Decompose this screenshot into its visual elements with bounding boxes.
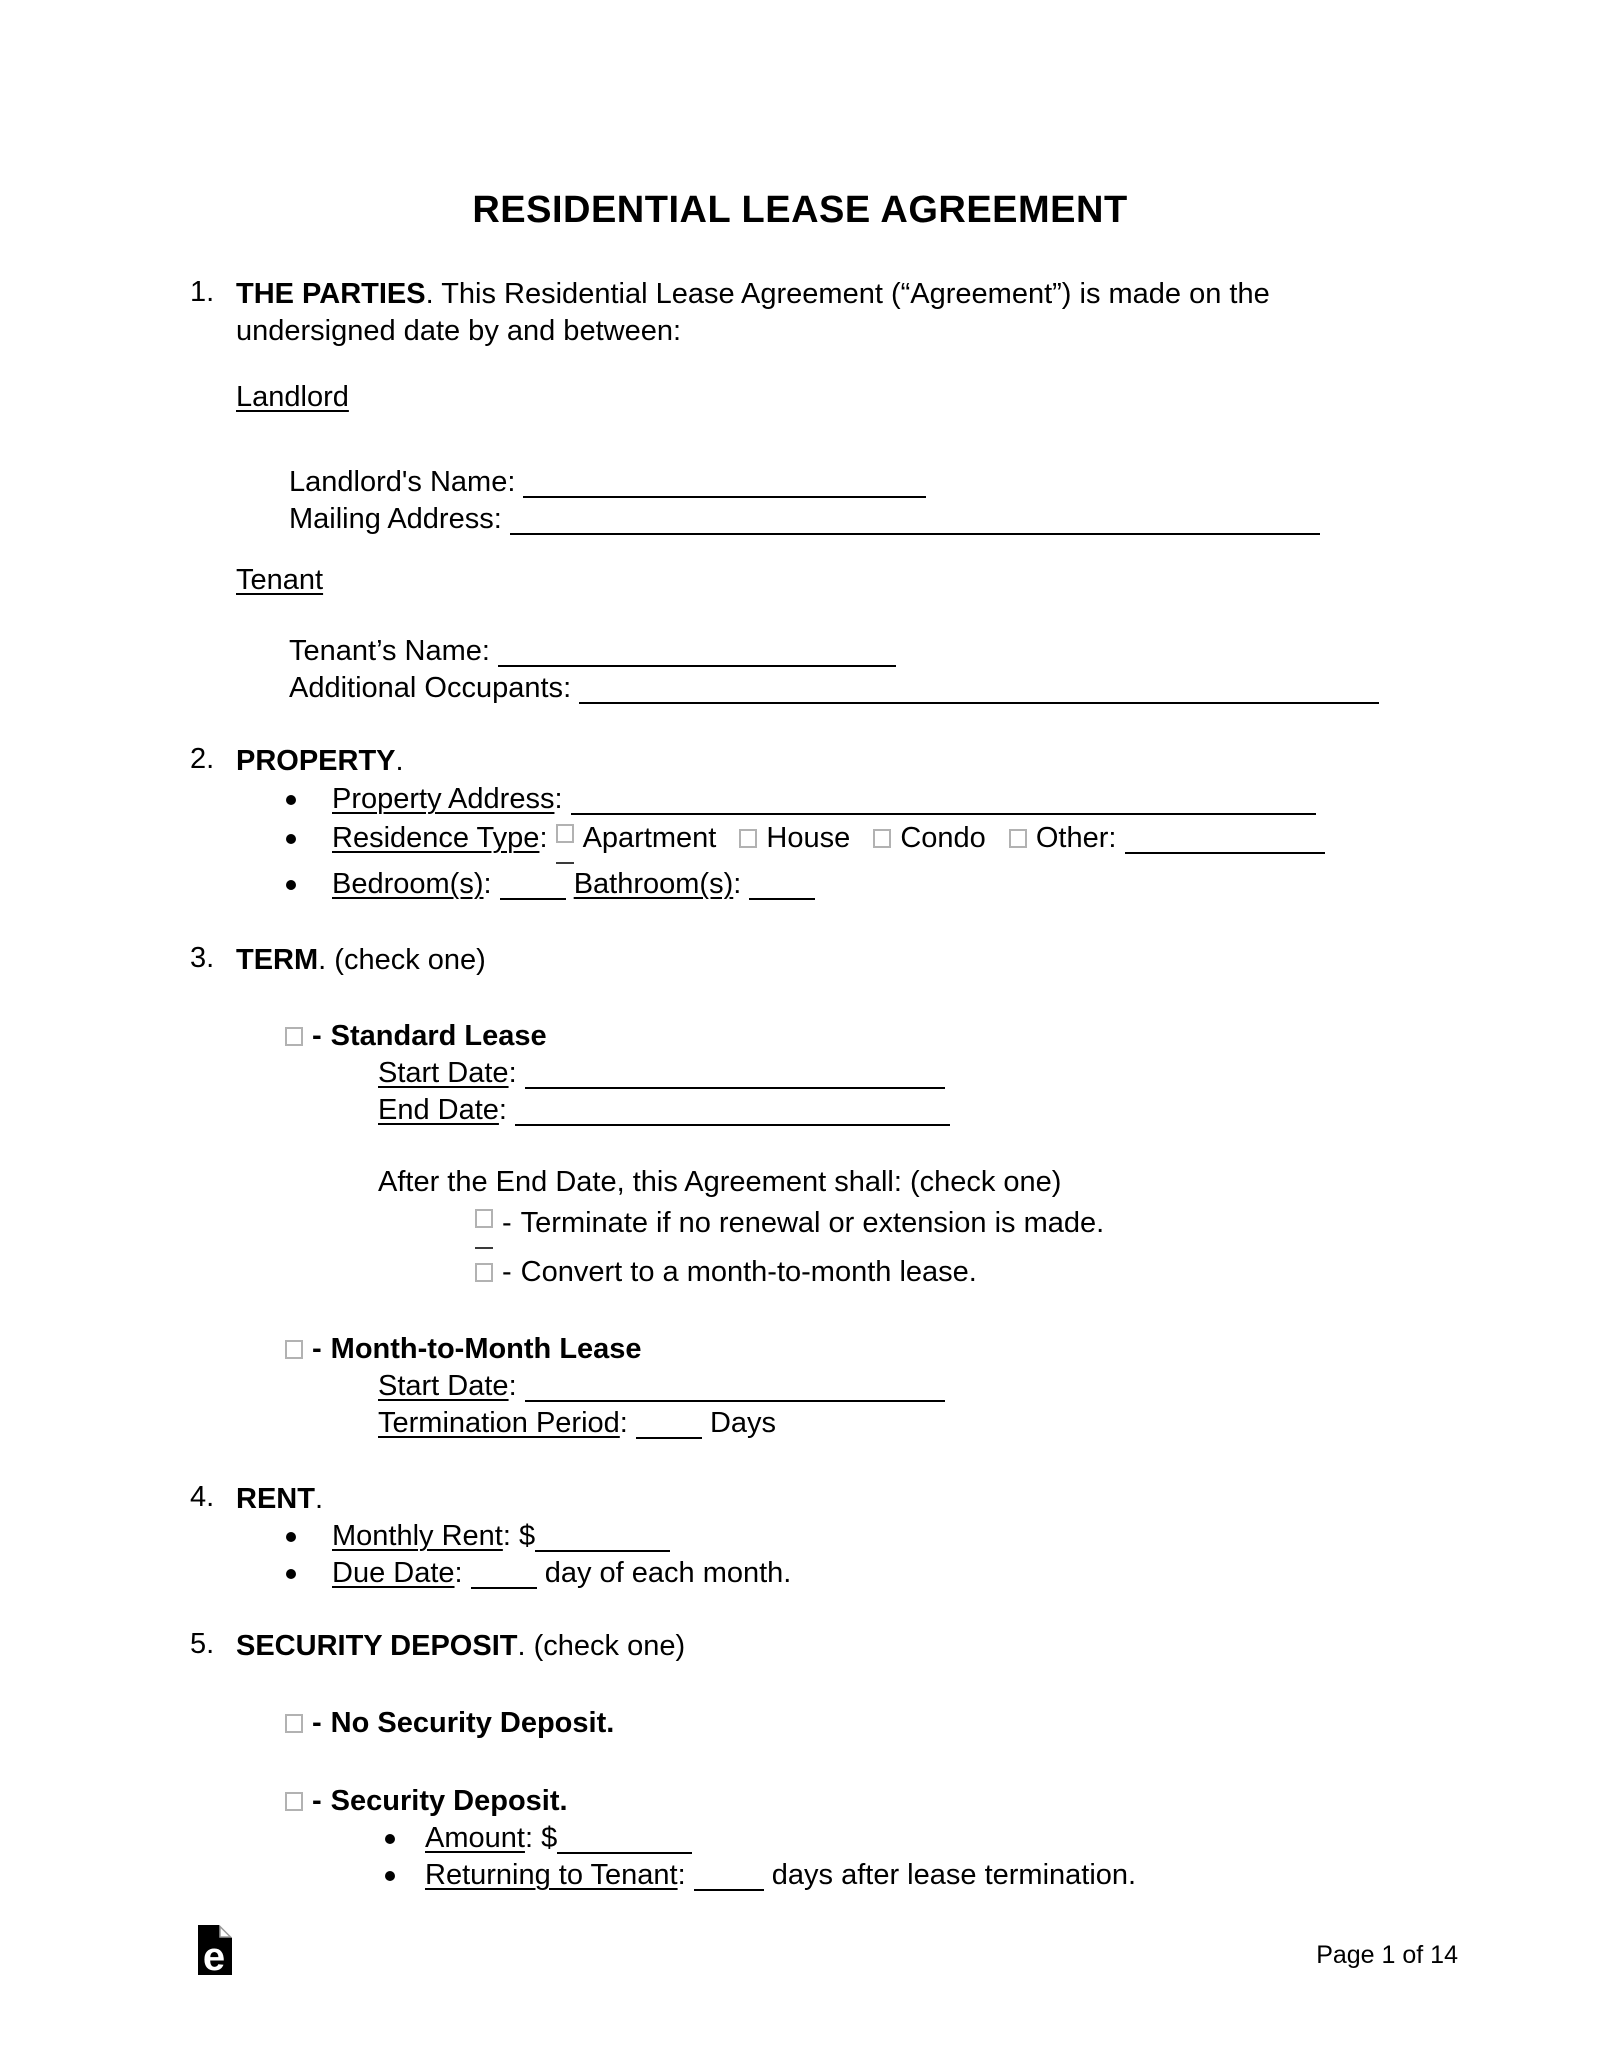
colon: : — [554, 783, 563, 815]
section-rent-heading: RENT — [236, 1483, 315, 1515]
bedrooms-label: Bedroom(s) — [332, 868, 484, 900]
colon: : — [502, 1520, 511, 1552]
colon: : — [539, 822, 548, 854]
other-residence-field[interactable] — [1125, 828, 1325, 854]
bathrooms-label: Bathroom(s) — [573, 868, 734, 900]
section-security-deposit-heading-line — [236, 1628, 1600, 1665]
termination-period-label: Termination Period — [378, 1407, 620, 1439]
standard-start-date-label: Start Date — [378, 1057, 509, 1089]
tenant-name-field[interactable] — [498, 641, 896, 667]
condo-option-label: Condo — [900, 822, 986, 854]
bullet-icon — [286, 795, 296, 805]
checkbox-icon — [475, 1209, 493, 1228]
due-date-field[interactable] — [471, 1563, 537, 1589]
section-rent-number: 4. — [190, 1481, 215, 1513]
parties-intro-text: This Residential Lease Agreement (“Agreement”) is made on the — [441, 278, 1270, 310]
mailing-address-field[interactable] — [510, 509, 1320, 535]
other-option-label: Other — [1035, 822, 1109, 854]
section-property-heading-line — [236, 743, 1600, 780]
colon: : — [508, 1370, 517, 1402]
section-term-heading: TERM — [236, 944, 319, 976]
period: . — [318, 944, 327, 976]
period: . — [425, 278, 434, 310]
eforms-logo — [198, 1925, 232, 1975]
due-date-label: Due Date — [332, 1557, 455, 1589]
dash: - — [502, 1256, 512, 1288]
convert-option-line — [475, 1254, 1600, 1291]
standard-lease-line — [285, 1018, 1600, 1055]
landlord-name-line — [289, 464, 1600, 501]
security-deposit-check-one: (check one) — [533, 1630, 686, 1662]
residence-type-label: Residence Type — [332, 822, 540, 854]
bathrooms-field[interactable] — [749, 874, 815, 900]
section-parties — [190, 276, 1600, 350]
parties-intro-line-2: undersigned date by and between: — [236, 315, 682, 347]
standard-lease-label: Standard Lease — [330, 1020, 547, 1052]
period: . — [395, 745, 404, 777]
period: . — [314, 1483, 324, 1515]
colon: : — [507, 466, 516, 498]
standard-end-date-label: End Date — [378, 1094, 499, 1126]
dash: - — [502, 1207, 512, 1239]
dash: - — [312, 1020, 322, 1052]
m2m-start-date-label: Start Date — [378, 1370, 509, 1402]
section-term-number: 3. — [190, 942, 215, 974]
section-rent — [190, 1481, 1600, 1518]
colon: : — [498, 1094, 507, 1126]
m2m-start-date-field[interactable] — [525, 1376, 945, 1402]
returning-to-tenant-field[interactable] — [694, 1865, 764, 1891]
other-checkbox[interactable] — [1009, 829, 1027, 848]
period: . — [517, 1630, 526, 1662]
section-rent-heading-line — [236, 1481, 1600, 1518]
section-parties-heading: THE PARTIES — [236, 278, 426, 310]
apartment-checkbox[interactable] — [556, 824, 574, 864]
month-to-month-line — [285, 1331, 1600, 1368]
termination-period-line — [378, 1405, 1600, 1442]
section-security-deposit-heading: SECURITY DEPOSIT — [236, 1630, 518, 1662]
bullet-icon — [286, 880, 296, 890]
standard-end-date-field[interactable] — [515, 1100, 950, 1126]
section-property-heading: PROPERTY — [236, 745, 396, 777]
terminate-option-line — [475, 1205, 1600, 1249]
due-date-suffix: day of each month. — [544, 1557, 792, 1589]
colon: : — [677, 1859, 686, 1891]
month-to-month-checkbox[interactable] — [285, 1340, 303, 1359]
monthly-rent-line — [332, 1518, 1600, 1555]
property-address-label: Property Address — [332, 783, 555, 815]
m2m-start-date-line — [378, 1368, 1600, 1405]
returning-to-tenant-line — [425, 1857, 1600, 1894]
term-check-one: (check one) — [334, 944, 486, 976]
additional-occupants-label: Additional Occupants — [289, 672, 564, 704]
bullet-icon — [286, 1532, 296, 1542]
dash: - — [312, 1333, 322, 1365]
month-to-month-label: Month-to-Month Lease — [330, 1333, 642, 1365]
dash: - — [312, 1785, 322, 1817]
additional-occupants-field[interactable] — [579, 678, 1379, 704]
document-title: RESIDENTIAL LEASE AGREEMENT — [472, 189, 1128, 231]
colon: : — [493, 503, 502, 535]
security-deposit-line — [285, 1783, 1600, 1820]
colon: : — [483, 868, 492, 900]
section-parties-number: 1. — [190, 276, 215, 308]
deposit-amount-label: Amount — [425, 1822, 525, 1854]
bullet-icon — [385, 1871, 395, 1881]
mailing-address-line — [289, 501, 1600, 538]
bedrooms-bathrooms-line — [332, 866, 1600, 903]
due-date-line — [332, 1555, 1600, 1592]
termination-period-field[interactable] — [636, 1413, 702, 1439]
monthly-rent-field[interactable] — [535, 1526, 670, 1552]
apartment-option-label: Apartment — [582, 822, 717, 854]
tenant-name-label: Tenant’s Name — [289, 635, 482, 667]
document-fold-icon — [198, 1925, 232, 1975]
house-checkbox[interactable] — [739, 829, 757, 848]
terminate-option-label: Terminate if no renewal or extension is made. — [520, 1207, 1105, 1239]
parties-intro-line-1 — [236, 276, 1600, 313]
period: . — [559, 1785, 568, 1817]
returning-to-tenant-label: Returning to Tenant — [425, 1859, 678, 1891]
page-number: Page 1 of 14 — [1316, 1941, 1458, 1969]
colon: : — [619, 1407, 628, 1439]
condo-checkbox[interactable] — [873, 829, 891, 848]
mailing-address-label: Mailing Address — [289, 503, 494, 535]
bullet-icon — [385, 1834, 395, 1844]
dollar-sign: $ — [541, 1822, 558, 1854]
convert-option-label: Convert to a month-to-month lease. — [520, 1256, 977, 1288]
landlord-name-label: Landlord's Name — [289, 466, 508, 498]
deposit-amount-field[interactable] — [557, 1828, 692, 1854]
standard-start-date-field[interactable] — [525, 1063, 945, 1089]
deposit-amount-line — [425, 1820, 1600, 1857]
eforms-logo-letter: e — [202, 1935, 226, 1975]
dash: - — [312, 1707, 322, 1739]
returning-to-tenant-suffix: days after lease termination. — [771, 1859, 1137, 1891]
standard-start-date-line — [378, 1055, 1600, 1092]
property-address-line — [332, 781, 1600, 818]
no-security-deposit-checkbox[interactable] — [285, 1714, 303, 1733]
checkbox-icon — [556, 824, 574, 843]
landlord-name-field[interactable] — [523, 472, 926, 498]
additional-occupants-line — [289, 670, 1600, 707]
colon: : — [481, 635, 490, 667]
section-property-number: 2. — [190, 743, 215, 775]
section-term-heading-line — [236, 942, 1600, 979]
colon: : — [454, 1557, 463, 1589]
bullet-icon — [286, 1569, 296, 1579]
no-security-deposit-label: No Security Deposit — [330, 1707, 607, 1739]
dollar-sign: $ — [518, 1520, 536, 1552]
residence-type-line — [332, 820, 1600, 864]
colon: : — [524, 1822, 534, 1854]
termination-period-days: Days — [709, 1407, 777, 1439]
bullet-icon — [286, 834, 296, 844]
colon: : — [563, 672, 572, 704]
monthly-rent-label: Monthly Rent — [332, 1520, 503, 1552]
tenant-subheading — [236, 562, 1600, 599]
security-deposit-label: Security Deposit — [330, 1785, 560, 1817]
tenant-name-line — [289, 633, 1600, 670]
landlord-subheading — [236, 379, 1600, 416]
after-end-date-line: After the End Date, this Agreement shall: (check one) — [378, 1166, 1062, 1198]
section-security-deposit-number: 5. — [190, 1628, 215, 1660]
terminate-checkbox[interactable] — [475, 1209, 493, 1249]
bedrooms-field[interactable] — [500, 874, 566, 900]
colon: : — [508, 1057, 517, 1089]
colon: : — [733, 868, 742, 900]
security-deposit-checkbox[interactable] — [285, 1792, 303, 1811]
period: . — [606, 1707, 615, 1739]
house-option-label: House — [766, 822, 851, 854]
section-term — [190, 942, 1600, 979]
standard-end-date-line — [378, 1092, 1600, 1129]
convert-checkbox[interactable] — [475, 1263, 493, 1282]
colon: : — [1108, 822, 1117, 854]
standard-lease-checkbox[interactable] — [285, 1027, 303, 1046]
tenant-subheading-label: Tenant — [236, 564, 324, 596]
no-security-deposit-line — [285, 1705, 1600, 1742]
section-property — [190, 743, 1600, 780]
property-address-field[interactable] — [571, 789, 1316, 815]
landlord-subheading-label: Landlord — [236, 381, 349, 413]
section-security-deposit — [190, 1628, 1600, 1665]
